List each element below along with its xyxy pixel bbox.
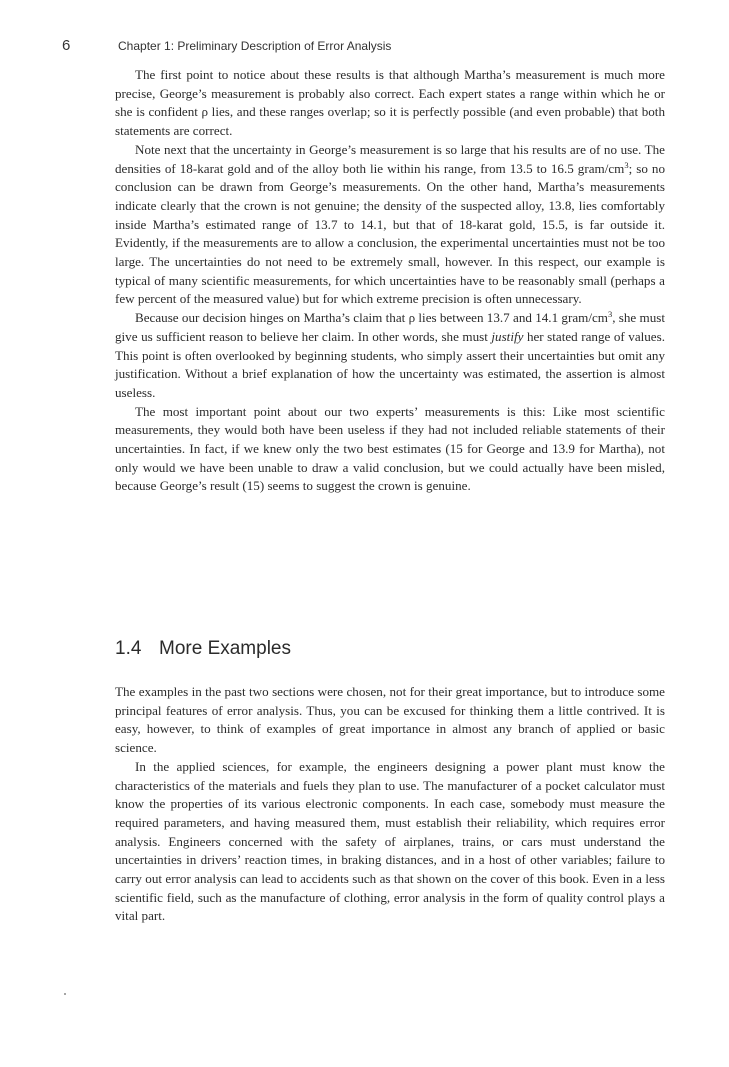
- section-title: More Examples: [159, 638, 291, 659]
- scan-speck: [64, 993, 66, 995]
- paragraph-examples-intro: The examples in the past two sections were chosen, not for their great importance, but to introduce some principal features of error analysis. Thus, you can be excused for thinking them a little contrived. It is easy, however, to think of examples of great importance in almost any branch of applied or basic science.: [115, 684, 665, 756]
- section-number: 1.4: [115, 638, 142, 659]
- section-heading: [115, 636, 665, 662]
- body-text-after-section: [115, 683, 665, 926]
- running-head: [62, 36, 682, 56]
- paragraph-martha-claim: Because our decision hinges on Martha’s claim that ρ lies between 13.7 and 14.1 gram/$cm^3$, she must give us sufficient reason to believe her claim. In other words, she must justify her stated range of values. This point is often overlooked by beginning students, who simply assert their uncertainties but omit any justification. Without a brief explanation of how the uncertainty was estimated, the assertion is almost useless.: [115, 309, 665, 400]
- page-number: 6: [62, 37, 71, 54]
- paragraph-important-point: The most important point about our two experts’ measurements is this: Like most scientific measurements, they would both have been useless if they had not included reliable statements of their uncertainties. In fact, if we knew only the two best estimates (15 for George and 13.9 for Martha), not only would we have been unable to draw a valid conclusion, but we could actually have been misled, because George’s result (15) seems to suggest the crown is genuine.: [115, 403, 665, 494]
- paragraph-applied-sciences: In the applied sciences, for example, the engineers designing a power plant must know the characteristics of the materials and fuels they plan to use. The manufacturer of a pocket calculator must know the properties of its various electronic components. In each case, somebody must measure the required parameters, and having measured them, must establish their reliability, which requires error analysis. Engineers concerned with the safety of airplanes, trains, or cars must understand the uncertainties in drivers’ reaction times, in braking distances, and in a host of other variables; failure to carry out error analysis can lead to accidents such as that shown on the cover of this book. Even in a less scientific field, such as the manufacture of clothing, error analysis in the form of quality control plays a vital part.: [115, 758, 665, 924]
- paragraph-first-point: The first point to notice about these results is that although Martha’s measurement is much more precise, George’s measurement is probably also correct. Each expert states a range within which he or she is confident ρ lies, and these ranges overlap; so it is perfectly possible (and even probable) that both statements are correct.: [115, 67, 665, 139]
- chapter-title: Chapter 1: Preliminary Description of Error Analysis: [118, 39, 392, 53]
- body-text-before-section: [115, 66, 665, 496]
- paragraph-uncertainty-george: Note next that the uncertainty in George’s measurement is so large that his results are of no use. The densities of 18-karat gold and of the alloy both lie within his range, from 13.5 to 16.5 gram/$cm^3$; so no conclusion can be drawn from George’s measurements. On the other hand, Martha’s measurements indicate clearly that the crown is not genuine; the density of the suspected alloy, 13.8, lies comfortably inside Martha’s estimated range of 13.7 to 14.1, but that of 18-karat gold, 15.5, is far outside it. Evidently, if the measurements are to allow a conclusion, the experimental uncertainties must not be too large. The uncertainties do not need to be extremely small, however. In this respect, our example is typical of many scientific measurements, for which uncertainties have to be reasonably small (perhaps a few percent of the measured value) but for which extreme precision is often unnecessary.: [115, 141, 665, 307]
